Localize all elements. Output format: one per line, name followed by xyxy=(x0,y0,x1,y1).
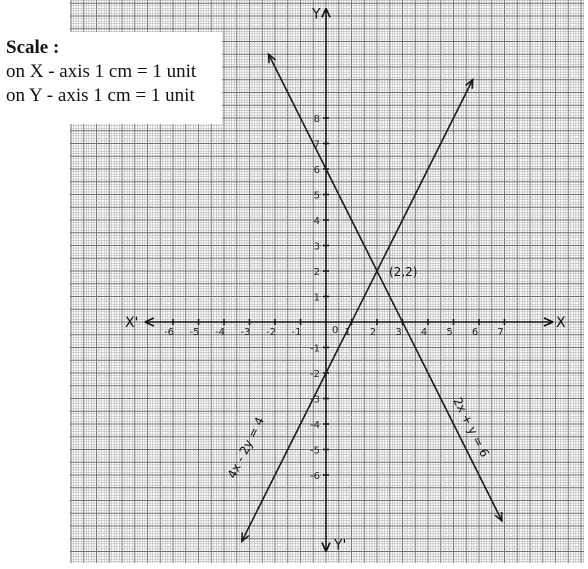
origin-label: 0 xyxy=(332,325,339,336)
x-axis-label-positive: X xyxy=(555,315,566,331)
y-tick-label: 8 xyxy=(313,114,320,125)
line-equation-label: 2x + y = 6 xyxy=(450,395,492,460)
x-tick-label: -3 xyxy=(240,327,251,338)
x-tick-label: -5 xyxy=(189,327,200,338)
y-tick-label: -3 xyxy=(310,394,320,406)
y-tick-label: -5 xyxy=(310,445,320,457)
x-tick-label: 4 xyxy=(420,327,428,338)
y-tick-label: -6 xyxy=(310,471,320,482)
x-tick-label: 2 xyxy=(369,327,377,338)
y-tick-label: 3 xyxy=(313,241,320,253)
scale-x-axis: on X - axis 1 cm = 1 unit xyxy=(6,61,197,82)
y-tick-label: 4 xyxy=(313,216,320,227)
y-tick-label: 6 xyxy=(313,165,320,176)
y-tick-label: -2 xyxy=(310,369,320,380)
x-tick-label: -6 xyxy=(164,327,174,338)
scale-y-axis: on Y - axis 1 cm = 1 unit xyxy=(6,85,195,106)
x-tick-label: 7 xyxy=(497,327,504,338)
y-tick-label: 1 xyxy=(313,292,320,304)
x-tick-label: -1 xyxy=(291,327,302,338)
x-tick-label: -2 xyxy=(266,327,276,338)
y-axis-label-positive: Y xyxy=(312,6,321,23)
series-line-2 xyxy=(269,54,502,521)
x-tick-label: 3 xyxy=(395,327,402,338)
y-tick-label: 7 xyxy=(313,139,320,151)
scale-title: Scale : xyxy=(6,37,60,58)
y-axis-label-negative: Y' xyxy=(334,537,347,554)
x-tick-label: 1 xyxy=(344,327,351,338)
intersection-label: (2,2) xyxy=(389,265,418,279)
line-equation-label: 4x - 2y = 4 xyxy=(224,414,268,481)
scale-note xyxy=(0,32,222,124)
y-tick-label: -4 xyxy=(310,420,320,431)
x-tick-label: 6 xyxy=(471,327,479,338)
x-tick-label: 5 xyxy=(446,327,453,338)
x-axis-label-negative: X' xyxy=(124,315,139,331)
x-tick-label: -4 xyxy=(215,327,225,338)
y-tick-label: 2 xyxy=(313,267,320,278)
y-tick-label: 5 xyxy=(313,190,320,202)
y-tick-label: -1 xyxy=(310,343,320,355)
